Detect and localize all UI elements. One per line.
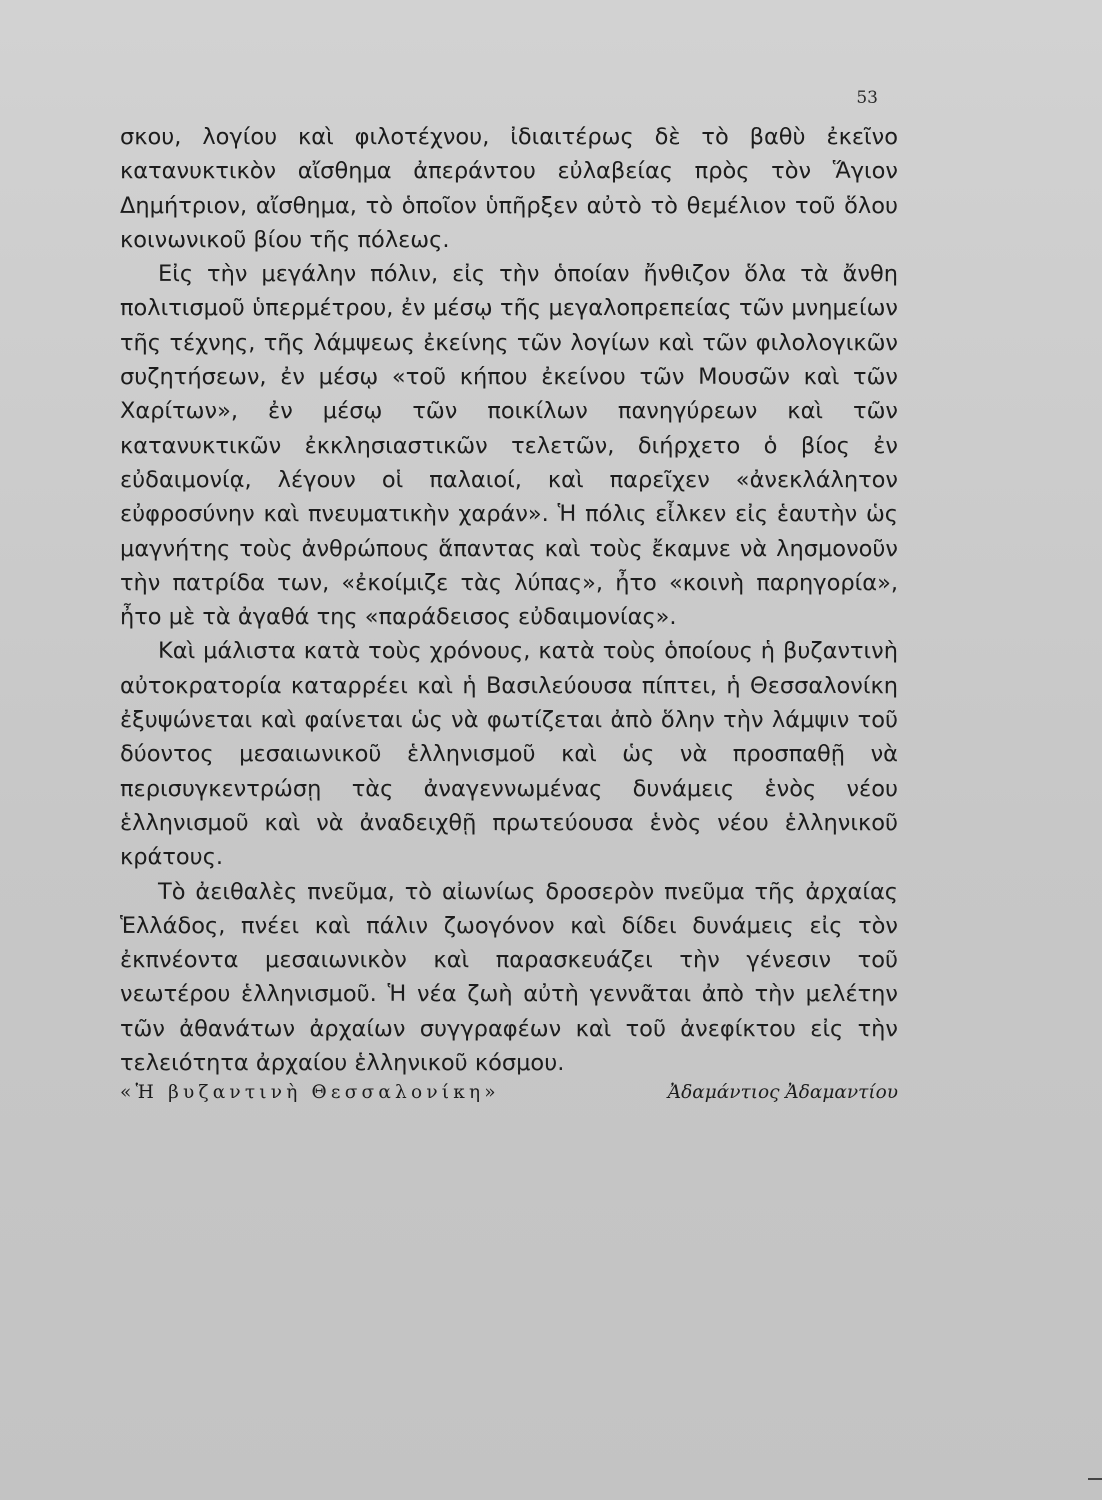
paragraph-continuation: σκου, λογίου καὶ φιλοτέχνου, ἰδιαιτέρως δὲ τὸ βαθὺ ἐκεῖνο κατανυκτικὸν αἴσθημα ἀπεράντου εὐλαβείας πρὸς τὸν Ἅγιον Δημήτριον, αἴσθημα, τὸ ὁποῖον ὑπῆρξεν αὐτὸ τὸ θεμέλιον τοῦ ὅλου κοινωνικοῦ βίου τῆς πόλεως.: [120, 124, 898, 253]
paragraph: Τὸ ἀειθαλὲς πνεῦμα, τὸ αἰωνίως δροσερὸν πνεῦμα τῆς ἀρχαίας Ἑλλάδος, πνέει καὶ πάλιν ζωογόνον καὶ δίδει δυνάμεις εἰς τὸν ἐκπνέοντα μεσαιωνικὸν καὶ παρασκευάζει τὴν γένεσιν τοῦ νεωτέρου ἑλληνισμοῦ. Ἡ νέα ζωὴ αὐτὴ γεννᾶται ἀπὸ τὴν μελέτην τῶν ἀθανάτων ἀρχαίων συγγραφέων καὶ τοῦ ἀνεφίκτου εἰς τὴν τελειότητα ἀρχαίου ἑλληνικοῦ κόσμου.: [120, 878, 898, 1077]
edge-mark-divider: [1088, 1478, 1102, 1480]
page-number: 53: [856, 88, 878, 108]
citation-source: «Ἡ βυζαντινὴ Θεσσαλονίκη»: [120, 1082, 500, 1103]
paragraph: Καὶ μάλιστα κατὰ τοὺς χρόνους, κατὰ τοὺς ὁποίους ἡ βυζαντινὴ αὐτοκρατορία καταρρέει καὶ ἡ Βασιλεύουσα πίπτει, ἡ Θεσσαλονίκη ἐξυψώνεται καὶ φαίνεται ὡς νὰ φωτίζεται ἀπὸ ὅλην τὴν λάμψιν τοῦ δύοντος μεσαιωνικοῦ ἑλληνισμοῦ καὶ ὡς νὰ προσπαθῇ νὰ περισυγκεντρώσῃ τὰς ἀναγεννωμένας δυνάμεις ἑνὸς νέου ἑλληνισμοῦ καὶ νὰ ἀναδειχθῇ πρωτεύουσα ἑνὸς νέου ἑλληνικοῦ κράτους.: [120, 638, 898, 871]
paragraph: Εἰς τὴν μεγάλην πόλιν, εἰς τὴν ὁποίαν ἤνθιζον ὅλα τὰ ἄνθη πολιτισμοῦ ὑπερμέτρου, ἐν μέσῳ τῆς μεγαλοπρεπείας τῶν μνημείων τῆς τέχνης, τῆς λάμψεως ἐκείνης τῶν λογίων καὶ τῶν φιλολογικῶν συζητήσεων, ἐν μέσῳ «τοῦ κήπου ἐκείνου τῶν Μουσῶν καὶ τῶν Χαρίτων», ἐν μέσῳ τῶν ποικίλων πανηγύρεων καὶ τῶν κατανυκτικῶν ἐκκλησιαστικῶν τελετῶν, διήρχετο ὁ βίος ἐν εὐδαιμονίᾳ, λέγουν οἱ παλαιοί, καὶ παρεῖχεν «ἀνεκλάλητον εὐφροσύνην καὶ πνευματικὴν χαράν». Ἡ πόλις εἶλκεν εἰς ἑαυτὴν ὡς μαγνήτης τοὺς ἀνθρώπους ἅπαντας καὶ τοὺς ἔκαμνε νὰ λησμονοῦν τὴν πατρίδα των, «ἐκοίμιζε τὰς λύπας», ἦτο «κοινὴ παρηγορία», ἦτο μὲ τὰ ἀγαθά της «παράδεισος εὐδαιμονίας».: [120, 261, 898, 631]
citation-line: [120, 1082, 898, 1112]
citation-author: Ἀδαμάντιος Ἀδαμαντίου: [667, 1082, 898, 1103]
body-text: [120, 120, 898, 1080]
